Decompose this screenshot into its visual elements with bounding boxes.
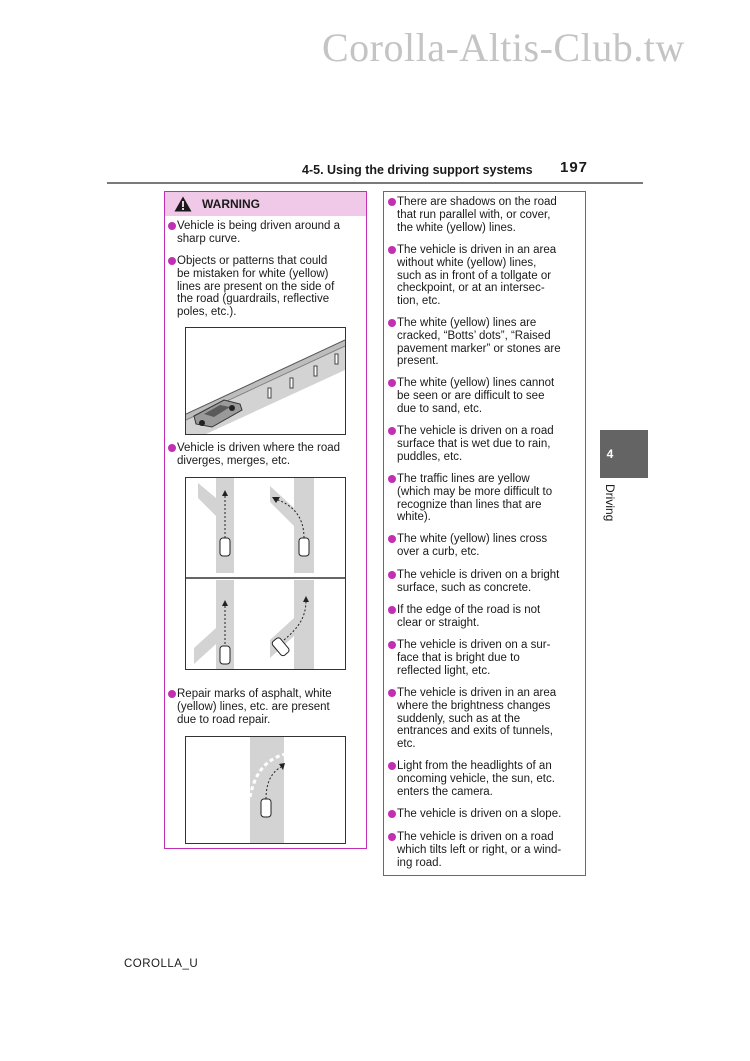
bullet-icon	[388, 475, 396, 483]
bullet-icon	[388, 379, 396, 387]
bullet-icon	[388, 762, 396, 770]
warning-item: There are shadows on the road that run parallel with, or cover, the white (yellow) lines.	[397, 196, 579, 234]
watermark: Corolla-Altis-Club.tw	[322, 25, 685, 70]
warning-item: Vehicle is being driven around a sharp curve.	[177, 220, 357, 246]
page-number: 197	[560, 159, 589, 176]
warning-item: The vehicle is driven on a slope.	[397, 808, 579, 821]
section-title: 4-5. Using the driving support systems	[302, 163, 533, 177]
chapter-number: 4	[606, 447, 614, 461]
footer-code: COROLLA_U	[124, 958, 199, 970]
warning-item: The vehicle is driven in an area without white (yellow) lines, such as in front of a tollgate or checkpoint, or at an intersec- tion, etc.	[397, 244, 579, 308]
car-icon	[194, 400, 242, 427]
bullet-icon	[168, 690, 176, 698]
warning-item: The vehicle is driven on a road surface that is wet due to rain, puddles, etc.	[397, 425, 579, 463]
bullet-icon	[388, 810, 396, 818]
bullet-icon	[388, 246, 396, 254]
warning-item: The vehicle is driven on a bright surface, such as concrete.	[397, 569, 579, 595]
bullet-icon	[388, 689, 396, 697]
warning-item: The white (yellow) lines are cracked, “Botts’ dots”, “Raised pavement marker” or stones are present.	[397, 317, 579, 368]
header-rule	[107, 182, 643, 184]
bullet-icon	[168, 444, 176, 452]
road-repair-illustration	[185, 736, 346, 844]
chapter-tab[interactable]	[600, 430, 648, 478]
warning-item: The white (yellow) lines cross over a curb, etc.	[397, 533, 579, 559]
bullet-icon	[388, 571, 396, 579]
warning-item: The vehicle is driven in an area where the brightness changes suddenly, such as at the entrances and exits of tunnels, etc.	[397, 687, 579, 751]
warning-panel-right	[383, 191, 586, 876]
warning-item: Light from the headlights of an oncoming vehicle, the sun, etc. enters the camera.	[397, 760, 579, 798]
road-diverge-merge-illustration	[185, 477, 346, 670]
bullet-icon	[168, 257, 176, 265]
bullet-icon	[388, 535, 396, 543]
warning-panel-left	[164, 191, 367, 849]
bullet-icon	[388, 198, 396, 206]
guardrail-illustration	[185, 327, 346, 435]
warning-item: If the edge of the road is not clear or straight.	[397, 604, 579, 630]
warning-item: Objects or patterns that could be mistaken for white (yellow) lines are present on the side of the road (guardrails, reflective poles, etc.).	[177, 255, 357, 319]
bullet-icon	[388, 606, 396, 614]
warning-item: The white (yellow) lines cannot be seen or are difficult to see due to sand, etc.	[397, 377, 579, 415]
bullet-icon	[388, 833, 396, 841]
bullet-icon	[168, 222, 176, 230]
warning-header	[165, 192, 366, 216]
warning-item: The traffic lines are yellow (which may be more difficult to recognize than lines that are white).	[397, 473, 579, 524]
bullet-icon	[388, 427, 396, 435]
warning-item: The vehicle is driven on a sur- face that is bright due to reflected light, etc.	[397, 639, 579, 677]
warning-item: Repair marks of asphalt, white (yellow) lines, etc. are present due to road repair.	[177, 688, 357, 726]
warning-item: The vehicle is driven on a road which tilts left or right, or a wind- ing road.	[397, 831, 579, 869]
warning-label: WARNING	[202, 197, 260, 211]
warning-item: Vehicle is driven where the road diverges, merges, etc.	[177, 442, 357, 468]
warning-triangle-icon	[174, 196, 192, 212]
chapter-label: Driving	[603, 484, 617, 522]
bullet-icon	[388, 641, 396, 649]
bullet-icon	[388, 319, 396, 327]
